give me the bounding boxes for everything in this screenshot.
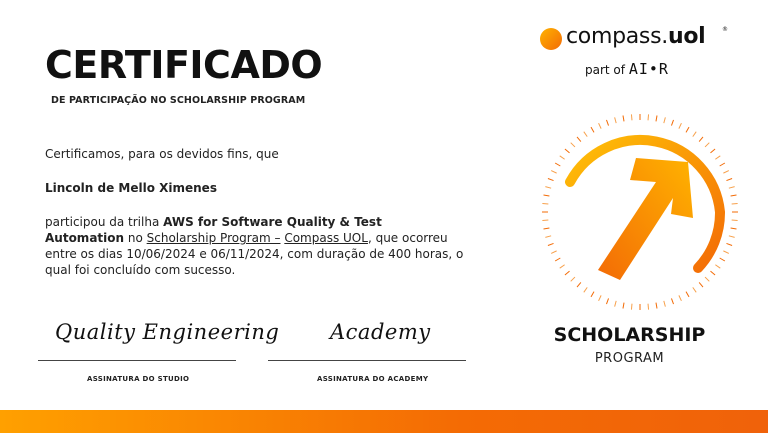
program-badge-title: SCHOLARSHIP bbox=[553, 324, 706, 346]
emblem-tick bbox=[715, 156, 720, 159]
company-link[interactable]: Compass UOL bbox=[284, 231, 368, 245]
emblem-tick bbox=[560, 265, 565, 268]
emblem-tick bbox=[648, 114, 649, 120]
part-of-text: part of bbox=[585, 63, 629, 77]
emblem-tick bbox=[631, 304, 632, 310]
certificate-subtitle bbox=[51, 95, 305, 106]
emblem-tick bbox=[542, 220, 548, 221]
emblem-tick bbox=[664, 117, 666, 123]
emblem-tick bbox=[732, 220, 738, 221]
emblem-tick bbox=[710, 271, 715, 275]
emblem-tick bbox=[548, 178, 554, 180]
emblem-tick bbox=[565, 271, 570, 275]
emblem-tick bbox=[565, 149, 570, 153]
emblem-tick bbox=[560, 156, 565, 159]
program-link[interactable]: Scholarship Program – bbox=[146, 231, 281, 245]
emblem-tick bbox=[679, 123, 682, 128]
emblem-tick bbox=[656, 303, 657, 309]
body-text-2: no bbox=[124, 231, 147, 245]
emblem-tick bbox=[545, 187, 551, 189]
emblem-tick bbox=[699, 282, 703, 287]
academy-signature-label: ASSINATURA DO ACADEMY bbox=[317, 375, 429, 383]
emblem-tick bbox=[615, 301, 617, 307]
studio-signature-line bbox=[38, 360, 236, 361]
intro-text: Certificamos, para os devidos fins, que bbox=[45, 147, 279, 161]
academy-signature: Academy bbox=[330, 320, 431, 344]
emblem-tick bbox=[542, 203, 548, 204]
emblem-tick bbox=[543, 195, 549, 196]
air-brand: AI•R bbox=[628, 60, 669, 78]
emblem-tick bbox=[723, 171, 728, 174]
emblem-tick bbox=[726, 243, 732, 245]
emblem-tick bbox=[686, 127, 689, 132]
emblem-tick bbox=[715, 265, 720, 268]
emblem-tick bbox=[693, 132, 696, 137]
body-text-4: , que ocorreu entre os dias 10/06/2024 e 06/11/2024, com duração de 400 horas, o qual foi concluído com sucesso. bbox=[45, 231, 464, 277]
emblem-tick bbox=[606, 120, 608, 126]
emblem-tick bbox=[623, 303, 624, 309]
track-name: AWS for Software Quality & Test Automation bbox=[45, 215, 382, 245]
emblem-tick bbox=[731, 195, 737, 196]
program-badge-subtitle: PROGRAM bbox=[594, 351, 665, 366]
emblem-tick bbox=[720, 258, 725, 261]
emblem-tick bbox=[577, 137, 581, 142]
emblem-tick bbox=[705, 143, 709, 147]
bottom-accent-bar bbox=[0, 410, 768, 433]
emblem-tick bbox=[615, 117, 617, 123]
academy-signature-line bbox=[268, 360, 466, 361]
part-of-brand bbox=[585, 60, 669, 78]
emblem-tick bbox=[584, 287, 587, 292]
compass-logo-text bbox=[566, 24, 705, 49]
emblem-tick bbox=[648, 304, 649, 310]
emblem-tick bbox=[548, 243, 554, 245]
emblem-tick bbox=[606, 298, 608, 304]
emblem-tick bbox=[555, 163, 560, 166]
emblem-tick bbox=[686, 292, 689, 297]
emblem-tick bbox=[571, 277, 575, 281]
recipient-name: Lincoln de Mello Ximenes bbox=[45, 181, 217, 195]
emblem-tick bbox=[571, 143, 575, 147]
emblem-tick bbox=[551, 171, 556, 174]
emblem-tick bbox=[577, 282, 581, 287]
emblem-tick bbox=[599, 123, 602, 128]
emblem-tick bbox=[545, 236, 551, 238]
emblem-tick bbox=[720, 163, 725, 166]
certificate-body bbox=[45, 214, 465, 278]
emblem-tick bbox=[543, 228, 549, 229]
emblem-tick bbox=[710, 149, 715, 153]
emblem-tick bbox=[551, 251, 556, 254]
emblem-tick bbox=[664, 301, 666, 307]
scholarship-emblem-icon bbox=[538, 110, 743, 315]
emblem-tick bbox=[679, 295, 682, 300]
logo-word: compass. bbox=[566, 24, 668, 49]
emblem-arrow bbox=[598, 158, 693, 280]
emblem-tick bbox=[726, 178, 732, 180]
emblem-tick bbox=[723, 251, 728, 254]
emblem-tick bbox=[671, 298, 673, 304]
emblem-tick bbox=[555, 258, 560, 261]
compass-logo-icon bbox=[540, 28, 562, 50]
subtitle-prefix: DE PARTICIPAÇÃO NO bbox=[51, 95, 170, 106]
emblem-tick bbox=[591, 127, 594, 132]
emblem-tick bbox=[731, 228, 737, 229]
emblem-tick bbox=[599, 295, 602, 300]
emblem-tick bbox=[705, 277, 709, 281]
logo-word-bold: uol bbox=[667, 24, 706, 49]
studio-signature: Quality Engineering bbox=[55, 320, 280, 344]
emblem-tick bbox=[693, 287, 696, 292]
body-text-1: participou da trilha bbox=[45, 215, 164, 229]
certificate-title: CERTIFICADO bbox=[45, 43, 323, 87]
emblem-tick bbox=[732, 203, 738, 204]
emblem-tick bbox=[584, 132, 587, 137]
studio-signature-label: ASSINATURA DO STUDIO bbox=[87, 375, 190, 383]
emblem-tick bbox=[671, 120, 673, 126]
emblem-tick bbox=[729, 187, 735, 189]
emblem-tick bbox=[699, 137, 703, 142]
emblem-tick bbox=[631, 114, 632, 120]
emblem-tick bbox=[729, 236, 735, 238]
emblem-tick bbox=[623, 115, 624, 121]
subtitle-program: SCHOLARSHIP PROGRAM bbox=[169, 95, 306, 106]
emblem-tick bbox=[656, 115, 657, 121]
emblem-tick bbox=[591, 292, 594, 297]
registered-mark: ® bbox=[722, 26, 728, 33]
